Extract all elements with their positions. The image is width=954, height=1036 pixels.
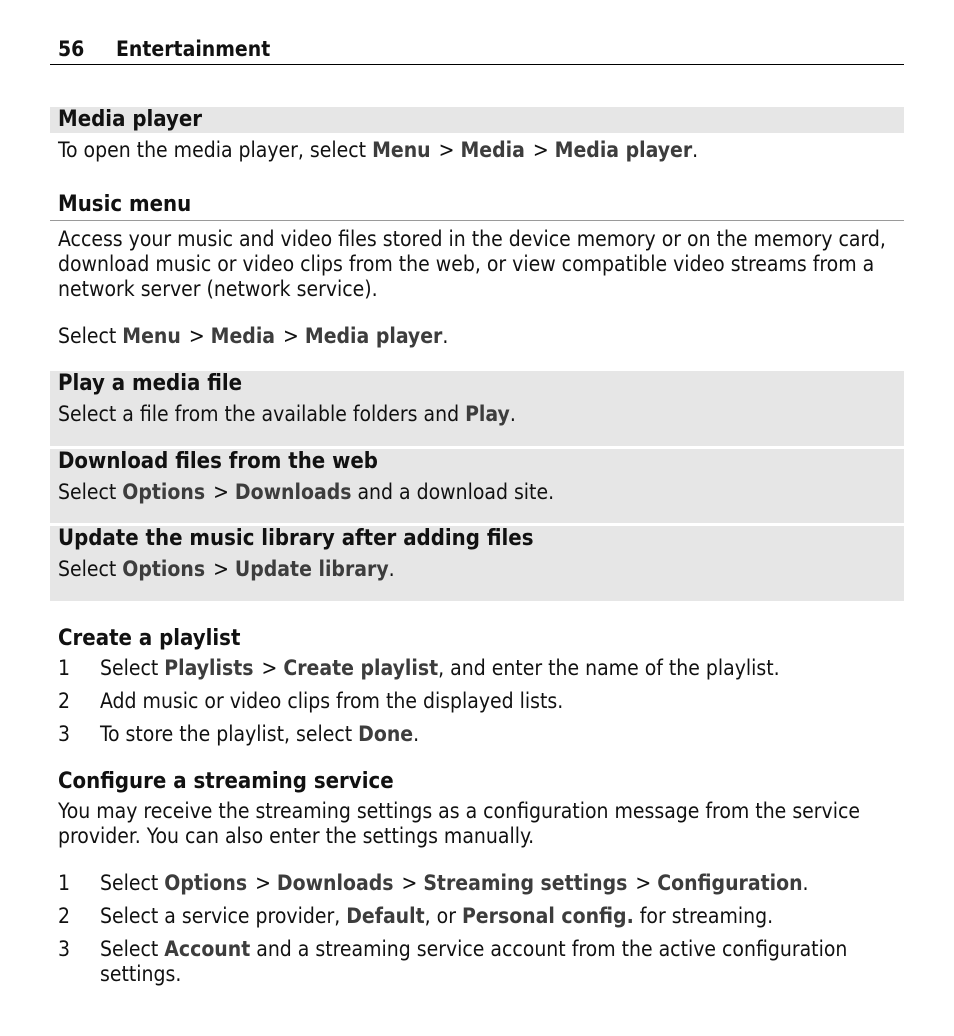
downloads-command: Downloads [276, 871, 394, 895]
update-library-instructions: Select Options > Update library. [58, 557, 395, 581]
section-title: Entertainment [116, 37, 271, 61]
configuration-command: Configuration [657, 871, 803, 895]
update-library-command: Update library [234, 557, 389, 581]
done-command: Done [358, 722, 414, 746]
play-command: Play [465, 402, 510, 426]
menu-path-media: Media [460, 138, 525, 162]
music-menu-body: Access your music and video files stored in the device memory or on the memory card, download music or video clips from the web, or view compatible video streams from a network server (network service). [58, 227, 886, 301]
page-number: 56 [58, 37, 85, 61]
options-command: Options [122, 480, 206, 504]
media-player-heading: Media player [50, 107, 904, 133]
menu-path-media-player: Media player [554, 138, 693, 162]
play-media-heading: Play a media file [58, 371, 243, 396]
streaming-settings-command: Streaming settings [423, 871, 628, 895]
download-box [50, 449, 904, 523]
downloads-command: Downloads [234, 480, 352, 504]
streaming-heading: Configure a streaming service [58, 769, 394, 794]
playlists-command: Playlists [164, 656, 254, 680]
update-library-box [50, 526, 904, 601]
create-playlist-command: Create playlist [283, 656, 439, 680]
play-media-instructions: Select a file from the available folders and Play. [58, 402, 516, 426]
streaming-body: You may receive the streaming settings as a configuration message from the service provider. You can also enter the settings manually. [58, 799, 860, 848]
download-instructions: Select Options > Downloads and a download site. [58, 480, 555, 504]
account-command: Account [164, 937, 251, 961]
create-playlist-heading: Create a playlist [58, 626, 241, 651]
options-command: Options [164, 871, 248, 895]
menu-path-media-player: Media player [304, 324, 443, 348]
play-media-box [50, 371, 904, 446]
music-menu-heading: Music menu [50, 192, 904, 221]
personal-config-option: Personal config. [461, 904, 634, 928]
menu-path-menu: Menu [122, 324, 181, 348]
page-header [50, 34, 904, 65]
update-library-heading: Update the music library after adding files [58, 526, 534, 551]
media-player-instructions: To open the media player, select Menu > Media > Media player. [58, 138, 699, 162]
download-heading: Download files from the web [58, 449, 378, 474]
menu-path-menu: Menu [372, 138, 431, 162]
default-option: Default [346, 904, 425, 928]
music-menu-select: Select Menu > Media > Media player. [58, 324, 449, 348]
menu-path-media: Media [210, 324, 276, 348]
options-command: Options [122, 557, 206, 581]
